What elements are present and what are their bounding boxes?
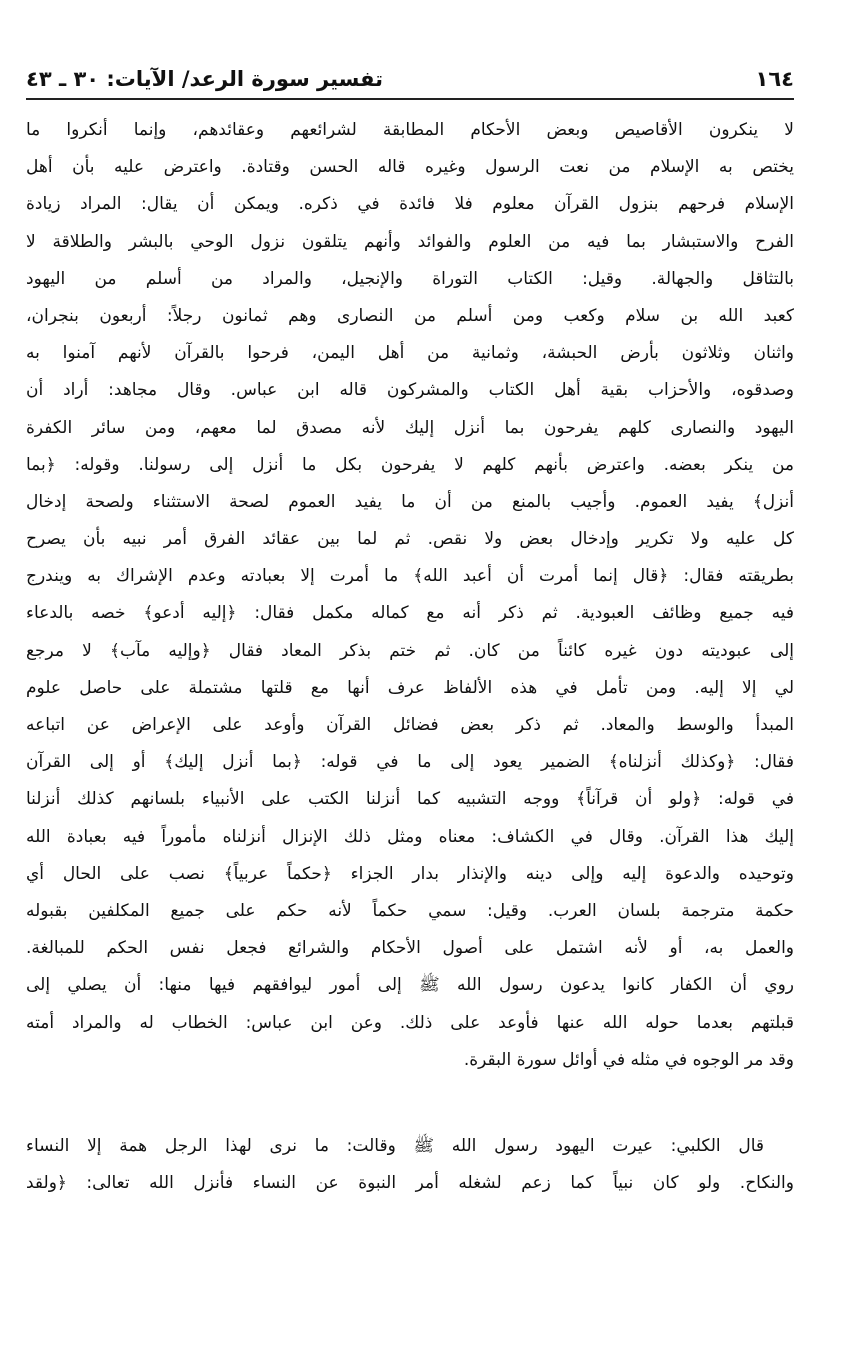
text-line: فقال: ﴿وكذلك أنزلناه﴾ الضمير يعود إلى ما في قوله: ﴿بما أنزل إليك﴾ أو إلى القرآن	[26, 752, 794, 773]
text-line: بالتثاقل والجهالة. وقيل: الكتاب التوراة والإنجيل، والمراد من أسلم من اليهود	[26, 268, 794, 289]
running-header	[26, 62, 794, 96]
text-line: إليك هذا القرآن. وقال في الكشاف: معناه ومثل ذلك الإنزال أنزلناه مأموراً فيه بعبادة الله	[26, 826, 794, 847]
text-line: روي أن الكفار كانوا يدعون رسول الله ﷺ إلى أمور ليوافقهم فيها منها: أن يصلي إلى	[26, 975, 794, 996]
text-line: وتوحيده والدعوة إليه وإلى دينه والإنذار بدار الجزاء ﴿حكماً عربياً﴾ نصب على الحال أي	[26, 863, 794, 884]
text-line: لي إلا إليه. ومن تأمل في هذه الألفاظ عرف أنها مع قلتها مشتملة على حاصل علوم	[26, 677, 794, 698]
text-line: وصدقوه، والأحزاب بقية أهل الكتاب والمشركون قاله ابن عباس. وقال مجاهد: أراد أن	[26, 380, 794, 401]
header-divider	[26, 98, 794, 100]
text-line: يختص به الإسلام من نعت الرسول وغيره قاله الحسن وقتادة. واعترض عليه بأن أهل	[26, 157, 794, 178]
text-line: والنكاح. ولو كان نبياً كما زعم لشغله أمر النبوة عن النساء فأنزل الله تعالى: ﴿ولقد	[26, 1173, 794, 1194]
text-line: قبلتهم بعدما حوله الله عنها فأوعد على ذلك. وعن ابن عباس: الخطاب له والمراد أمته	[26, 1012, 794, 1033]
text-line: المبدأ والوسط والمعاد. ثم ذكر بعض فضائل القرآن وأوعد على الإعراض عن اتباعه	[26, 715, 794, 735]
text-line: أنزل﴾ يفيد العموم. وأجيب بالمنع من أن ما يفيد العموم لصحة الاستثناء ولصحة إدخال	[26, 491, 794, 512]
page-title: تفسير سورة الرعد/ الآيات: ٣٠ ـ ٤٣	[26, 67, 384, 91]
text-line: كل عليه ولا تكرير وإدخال بعض ولا نقص. ثم لما بين عقائد الفرق أمر نبيه بأن يصرح	[26, 529, 794, 550]
text-line: الفرح والاستبشار بما فيه من العلوم والفوائد وأنهم يتلقون نزول الوحي بالبشر والطلاقة لا	[26, 231, 794, 252]
text-line: فيه جميع وظائف العبودية. ثم ذكر أنه مع كماله مكمل فقال: ﴿إليه أدعو﴾ خصه بالدعاء	[26, 603, 794, 624]
text-line: واثنان وثلاثون بأرض الحبشة، وثمانية من أهل اليمن، فرحوا بالقرآن لأنهم آمنوا به	[26, 343, 794, 364]
text-line: في قوله: ﴿ولو أن قرآناً﴾ ووجه التشبيه كما أنزلنا الكتب على الأنبياء بلسانهم كذلك أنزلنا	[26, 789, 794, 810]
text-line: اليهود والنصارى كلهم يفرحون بما أنزل إليك لأنه مصدق لما معهم، ومن سائر الكفرة	[26, 417, 794, 438]
text-line: وقد مر الوجوه في مثله في أوائل سورة البقرة.	[463, 1049, 794, 1070]
text-line: بطريقته فقال: ﴿قال إنما أمرت أن أعبد الله﴾ ما أمرت إلا بعبادته وعدم الإشراك به ويندرج	[26, 566, 794, 587]
text-line: قال الكلبي: عيرت اليهود رسول الله ﷺ وقالت: ما نرى لهذا الرجل همة إلا النساء	[26, 1135, 764, 1156]
text-line: إلى عبوديته دون غيره كائناً من كان. ثم ختم بذكر المعاد فقال ﴿وإليه مآب﴾ لا مرجع	[26, 640, 794, 661]
text-line: والعمل به، أو لأنه اشتمل على أصول الأحكام والشرائع فجعل نفس الحكم للمبالغة.	[26, 938, 794, 959]
text-line: حكمة مترجمة بلسان العرب. وقيل: سمي حكماً لأنه حكم على جميع المكلفين بقبوله	[26, 900, 794, 921]
commentary-text	[26, 112, 794, 1202]
text-line: من ينكر بعضه. واعترض بأنهم كلهم لا يفرحون بكل ما أنزل إلى رسولنا. وقوله: ﴿بما	[26, 454, 794, 475]
text-line: الإسلام فرحهم بنزول القرآن معلوم فلا فائدة في ذكره. ويمكن أن يقال: المراد زيادة	[26, 194, 794, 215]
text-line: كعبد الله بن سلام وكعب ومن أسلم من النصارى وهم ثمانون رجلاً: أربعون بنجران،	[26, 305, 794, 326]
page-number: ١٦٤	[755, 67, 794, 91]
paragraph-gap	[26, 1079, 794, 1128]
text-line: لا ينكرون الأقاصيص وبعض الأحكام المطابقة لشرائعهم وعقائدهم، وإنما أنكروا ما	[26, 120, 794, 140]
